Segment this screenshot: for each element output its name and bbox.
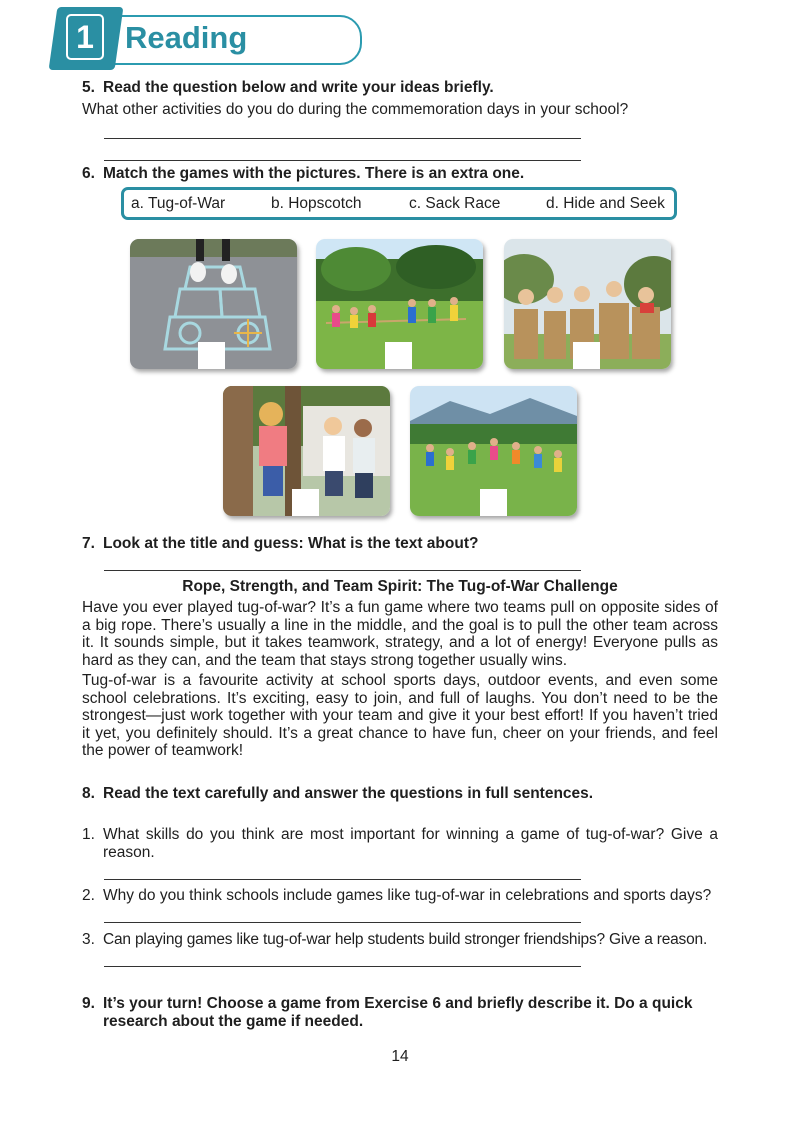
page-number: 14 — [391, 1048, 409, 1065]
answer-line[interactable] — [104, 922, 581, 923]
answer-line[interactable] — [104, 570, 581, 571]
answer-box[interactable] — [292, 489, 319, 516]
exercise-9-instruction: 9. It’s your turn! Choose a game from Exercise 6 and briefly describe it. Do a quick research about the game if needed. — [82, 995, 693, 1030]
exercise-8-instruction: 8. Read the text carefully and answer the questions in full sentences. — [82, 785, 594, 802]
question-item: 3. Can playing games like tug-of-war help students build stronger friendships? Give a reason. — [82, 931, 708, 948]
answer-line[interactable] — [104, 160, 581, 161]
article-title: Rope, Strength, and Team Spirit: The Tug-of-War Challenge — [182, 578, 618, 595]
exercise-number: 6. — [82, 165, 95, 182]
article-paragraph: Tug-of-war is a favourite activity at school sports days, outdoor events, and even some school celebrations. It’s exciting, easy to join, and full of laughs. You don’t need to be the strongest—just work together with your team and give it your best effort! If you haven’t tried it yet, you definitely should. It’s a great chance to have fun, cheer on your friends, and feel the power of teamwork! — [82, 672, 718, 760]
exercise-number: 9. — [82, 995, 95, 1012]
answer-box[interactable] — [385, 342, 412, 369]
question-item: 1. What skills do you think are most important for winning a game of tug-of-war? Give a reason. — [82, 826, 718, 861]
section-title: Reading — [125, 20, 248, 55]
exercise-number: 5. — [82, 79, 95, 96]
option-hide-and-seek: d. Hide and Seek — [546, 195, 665, 212]
option-hopscotch: b. Hopscotch — [271, 195, 362, 212]
option-sack-race: c. Sack Race — [409, 195, 501, 212]
exercise-number: 8. — [82, 785, 95, 802]
answer-box[interactable] — [480, 489, 507, 516]
exercise-7-instruction: 7. Look at the title and guess: What is the text about? — [82, 535, 479, 552]
unit-number: 1 — [66, 14, 104, 60]
question-item: 2. Why do you think schools include games like tug-of-war in celebrations and sports days? — [82, 887, 712, 904]
exercise-5-instruction: 5. Read the question below and write your ideas briefly. — [82, 79, 494, 96]
option-tug-of-war: a. Tug-of-War — [131, 195, 226, 212]
exercise-number: 7. — [82, 535, 95, 552]
answer-box[interactable] — [198, 342, 225, 369]
article-paragraph: Have you ever played tug-of-war? It’s a fun game where two teams pull on opposite sides of a big rope. There’s usually a line in the middle, and the goal is to pull the other team across it. It sounds simple, but it takes teamwork, strategy, and a lot of energy! Everyone pulls as hard as they can, and the team that stays strong together usually wins. — [82, 599, 718, 669]
answer-line[interactable] — [104, 879, 581, 880]
exercise-5-question: What other activities do you do during the commemoration days in your school? — [82, 101, 629, 118]
answer-line[interactable] — [104, 966, 581, 967]
answer-line[interactable] — [104, 138, 581, 139]
answer-box[interactable] — [573, 342, 600, 369]
exercise-6-instruction: 6. Match the games with the pictures. There is an extra one. — [82, 165, 525, 182]
